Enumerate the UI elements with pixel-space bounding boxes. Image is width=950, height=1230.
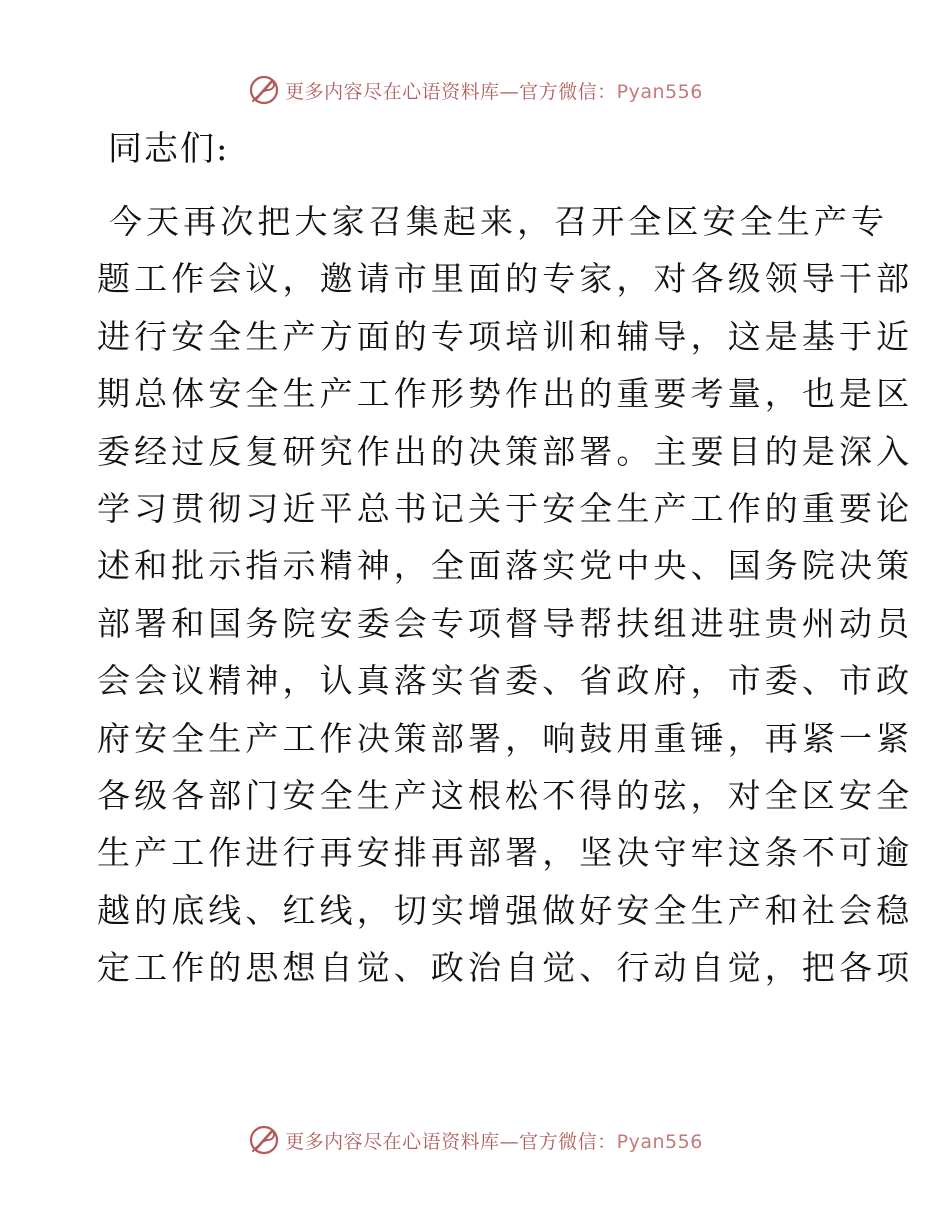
text-line: 部署和国务院安委会专项督导帮扶组进驻贵州动员 <box>97 603 914 643</box>
footer-watermark-cn: 更多内容尽在心语资料库—官方微信： <box>285 1130 617 1153</box>
quill-logo-icon <box>247 1123 281 1157</box>
footer-watermark-banner <box>0 1120 950 1160</box>
header-watermark-text <box>285 77 703 104</box>
text-line: 进行安全生产方面的专项培训和辅导，这是基于近 <box>97 316 914 356</box>
text-line: 委经过反复研究作出的决策部署。主要目的是深入 <box>97 431 914 471</box>
footer-watermark-wechat-id: Pyan556 <box>616 1130 703 1153</box>
header-watermark-wechat-id: Pyan556 <box>616 80 703 103</box>
speech-body <box>97 193 914 996</box>
text-line: 今天再次把大家召集起来，召开全区安全生产专 <box>109 202 889 241</box>
text-line: 述和批示指示精神，全面落实党中央、国务院决策 <box>97 546 914 586</box>
quill-logo-icon <box>247 73 281 107</box>
footer-watermark-text <box>285 1127 703 1154</box>
text-line: 府安全生产工作决策部署，响鼓用重锤，再紧一紧 <box>97 718 914 758</box>
text-line: 定工作的思想自觉、政治自觉、行动自觉，把各项 <box>97 948 914 988</box>
text-line: 各级各部门安全生产这根松不得的弦，对全区安全 <box>97 775 914 815</box>
header-watermark-banner <box>0 70 950 110</box>
text-line: 会会议精神，认真落实省委、省政府，市委、市政 <box>97 661 914 701</box>
text-line: 越的底线、红线，切实增强做好安全生产和社会稳 <box>97 890 914 930</box>
header-watermark-cn: 更多内容尽在心语资料库—官方微信： <box>285 80 617 103</box>
text-line: 期总体安全生产工作形势作出的重要考量，也是区 <box>97 374 914 414</box>
salutation: 同志们: <box>108 129 230 169</box>
text-line: 学习贯彻习近平总书记关于安全生产工作的重要论 <box>97 488 914 528</box>
text-line: 题工作会议，邀请市里面的专家，对各级领导干部 <box>97 259 914 299</box>
text-line: 生产工作进行再安排再部署，坚决守牢这条不可逾 <box>97 833 914 873</box>
